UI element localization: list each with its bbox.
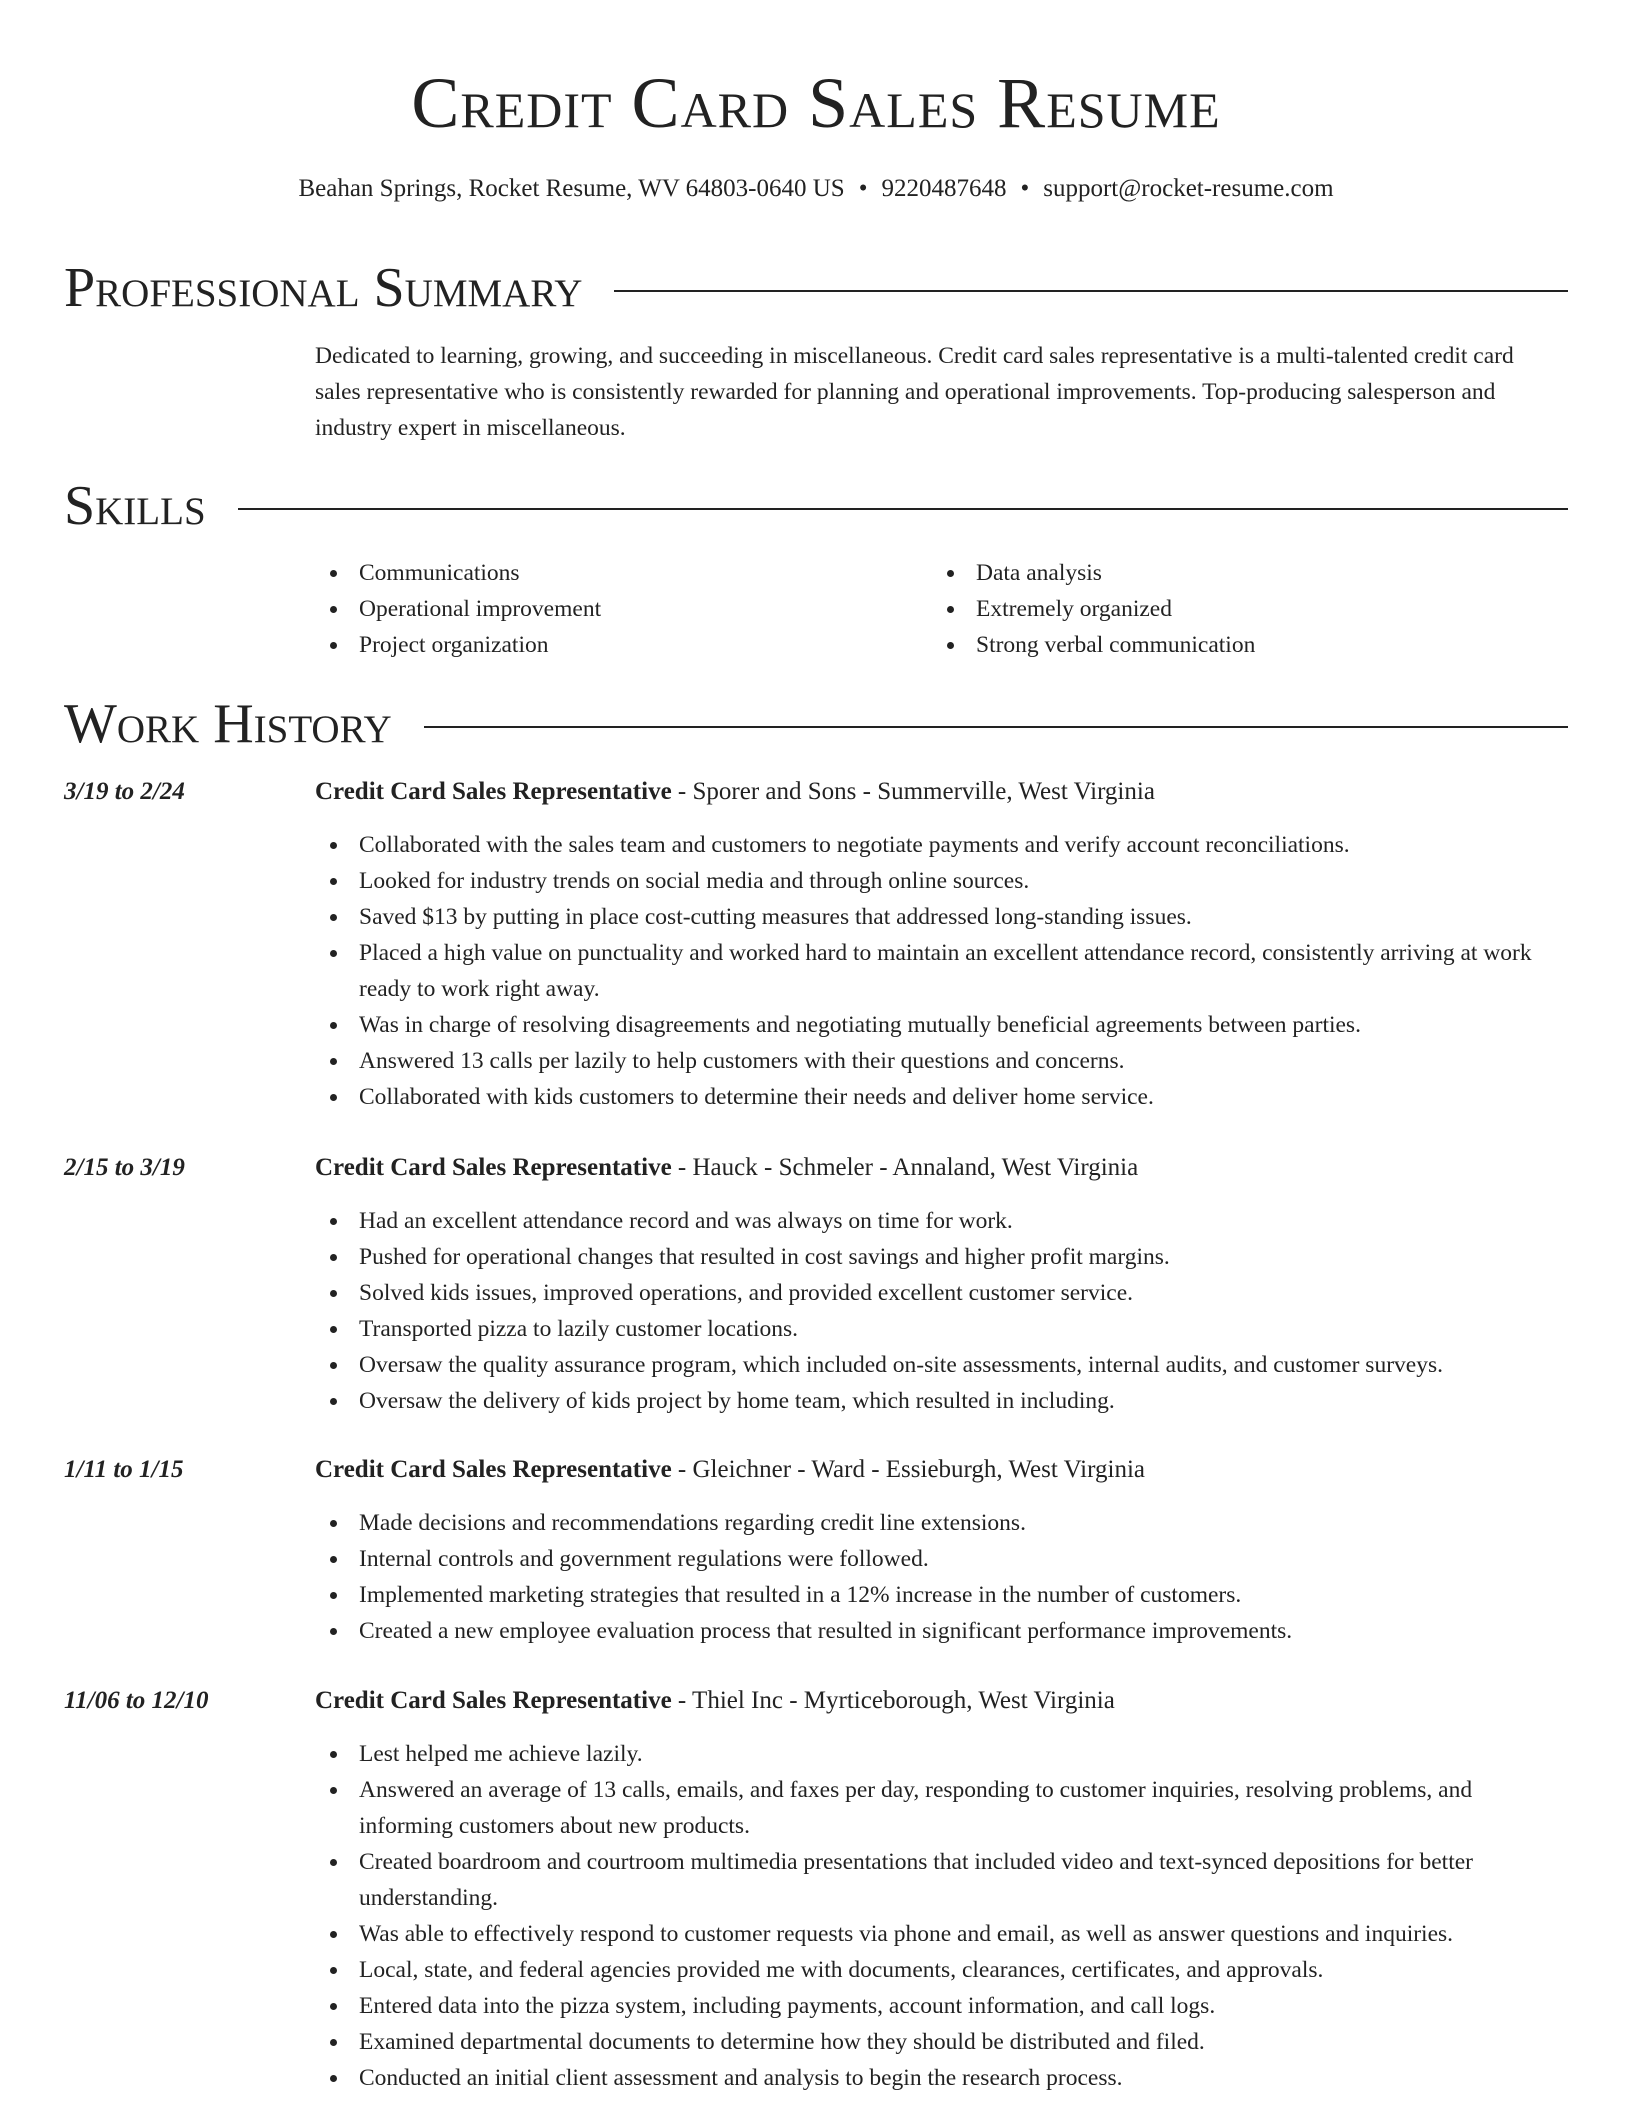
job-heading: [315, 1452, 1145, 1488]
job-bullets: [315, 1505, 1566, 1649]
job-role: Credit Card Sales Representative: [315, 1456, 672, 1483]
job-bullet: Implemented marketing strategies that resulted in a 12% increase in the number of customers.: [315, 1577, 1566, 1613]
job-employer: - Thiel Inc - Myrticeborough, West Virginia: [671, 1687, 1115, 1714]
job-bullet: Examined departmental documents to determine how they should be distributed and filed.: [315, 2024, 1566, 2060]
section-divider: [614, 290, 1568, 292]
job-role: Credit Card Sales Representative: [315, 778, 672, 805]
job-bullet: Lest helped me achieve lazily.: [315, 1736, 1566, 1772]
job-bullet: Pushed for operational changes that resulted in cost savings and higher profit margins.: [315, 1239, 1566, 1275]
job-dates: 1/11 to 1/15: [64, 1456, 184, 1483]
job-bullet: Created boardroom and courtroom multimedia presentations that included video and text-synced depositions for better understanding.: [315, 1844, 1566, 1916]
job-dates: 3/19 to 2/24: [64, 778, 185, 805]
skills-list: [315, 555, 1565, 663]
job-heading: [315, 774, 1155, 810]
skills-column-left: [315, 555, 932, 663]
skill-item: Operational improvement: [315, 591, 932, 627]
job-role: Credit Card Sales Representative: [315, 1687, 672, 1714]
job-bullet: Had an excellent attendance record and was always on time for work.: [315, 1203, 1566, 1239]
skill-item: Project organization: [315, 627, 932, 663]
job-bullet: Was able to effectively respond to customer requests via phone and email, as well as answer questions and inquiries.: [315, 1916, 1566, 1952]
job-bullet: Placed a high value on punctuality and worked hard to maintain an excellent attendance record, consistently arriving at work ready to work right away.: [315, 935, 1566, 1007]
job-bullet: Entered data into the pizza system, including payments, account information, and call logs.: [315, 1988, 1566, 2024]
job-heading: [315, 1150, 1138, 1186]
job-bullet: Local, state, and federal agencies provided me with documents, clearances, certificates, and approvals.: [315, 1952, 1566, 1988]
skill-item: Communications: [315, 555, 932, 591]
job-role: Credit Card Sales Representative: [315, 1154, 672, 1181]
contact-phone: 9220487648: [881, 175, 1007, 202]
section-title-work-history: Work History: [64, 693, 392, 755]
job-bullet: Conducted an initial client assessment and analysis to begin the research process.: [315, 2060, 1566, 2096]
skill-item: Strong verbal communication: [932, 627, 1549, 663]
contact-separator: •: [1020, 175, 1030, 202]
job-dates: 2/15 to 3/19: [64, 1154, 185, 1181]
job-bullet: Answered 13 calls per lazily to help customers with their questions and concerns.: [315, 1043, 1566, 1079]
job-bullet: Collaborated with the sales team and customers to negotiate payments and verify account reconciliations.: [315, 827, 1566, 863]
job-bullets: [315, 827, 1566, 1115]
job-bullet: Oversaw the quality assurance program, which included on-site assessments, internal audits, and customer surveys.: [315, 1347, 1566, 1383]
section-divider: [424, 726, 1568, 728]
skill-item: Extremely organized: [932, 591, 1549, 627]
job-heading: [315, 1683, 1115, 1719]
contact-separator: •: [858, 175, 868, 202]
job-bullet: Collaborated with kids customers to determine their needs and deliver home service.: [315, 1079, 1566, 1115]
contact-email: support@rocket-resume.com: [1043, 175, 1334, 202]
section-title-skills: Skills: [64, 475, 206, 537]
skill-item: Data analysis: [932, 555, 1549, 591]
job-employer: - Hauck - Schmeler - Annaland, West Virginia: [671, 1154, 1139, 1181]
job-bullet: Internal controls and government regulations were followed.: [315, 1541, 1566, 1577]
job-bullet: Made decisions and recommendations regarding credit line extensions.: [315, 1505, 1566, 1541]
skills-column-right: [932, 555, 1549, 663]
section-title-summary: Professional Summary: [64, 257, 583, 319]
contact-line: [0, 172, 1632, 206]
job-bullet: Looked for industry trends on social media and through online sources.: [315, 863, 1566, 899]
job-bullets: [315, 1203, 1566, 1419]
job-bullet: Solved kids issues, improved operations, and provided excellent customer service.: [315, 1275, 1566, 1311]
job-bullets: [315, 1736, 1566, 2096]
section-header-summary: [64, 252, 1568, 324]
job-employer: - Gleichner - Ward - Essieburgh, West Virginia: [671, 1456, 1145, 1483]
section-header-work-history: [64, 688, 1568, 760]
section-divider: [238, 508, 1568, 510]
resume-title: Credit Card Sales Resume: [411, 63, 1221, 143]
job-dates: 11/06 to 12/10: [64, 1687, 209, 1714]
contact-address: Beahan Springs, Rocket Resume, WV 64803-0640 US: [298, 175, 845, 202]
job-bullet: Was in charge of resolving disagreements and negotiating mutually beneficial agreements between parties.: [315, 1007, 1566, 1043]
summary-text: Dedicated to learning, growing, and succeeding in miscellaneous. Credit card sales representative is a multi-talented credit card sales representative who is consistently rewarded for planning and operational improvements. Top-producing salesperson and industry expert in miscellaneous.: [315, 343, 1514, 441]
job-bullet: Saved $13 by putting in place cost-cutting measures that addressed long-standing issues.: [315, 899, 1566, 935]
section-header-skills: [64, 470, 1568, 542]
job-bullet: Transported pizza to lazily customer locations.: [315, 1311, 1566, 1347]
job-employer: - Sporer and Sons - Summerville, West Virginia: [671, 778, 1155, 805]
job-bullet: Created a new employee evaluation process that resulted in significant performance improvements.: [315, 1613, 1566, 1649]
job-bullet: Answered an average of 13 calls, emails, and faxes per day, responding to customer inquiries, resolving problems, and informing customers about new products.: [315, 1772, 1566, 1844]
job-bullet: Oversaw the delivery of kids project by home team, which resulted in including.: [315, 1383, 1566, 1419]
